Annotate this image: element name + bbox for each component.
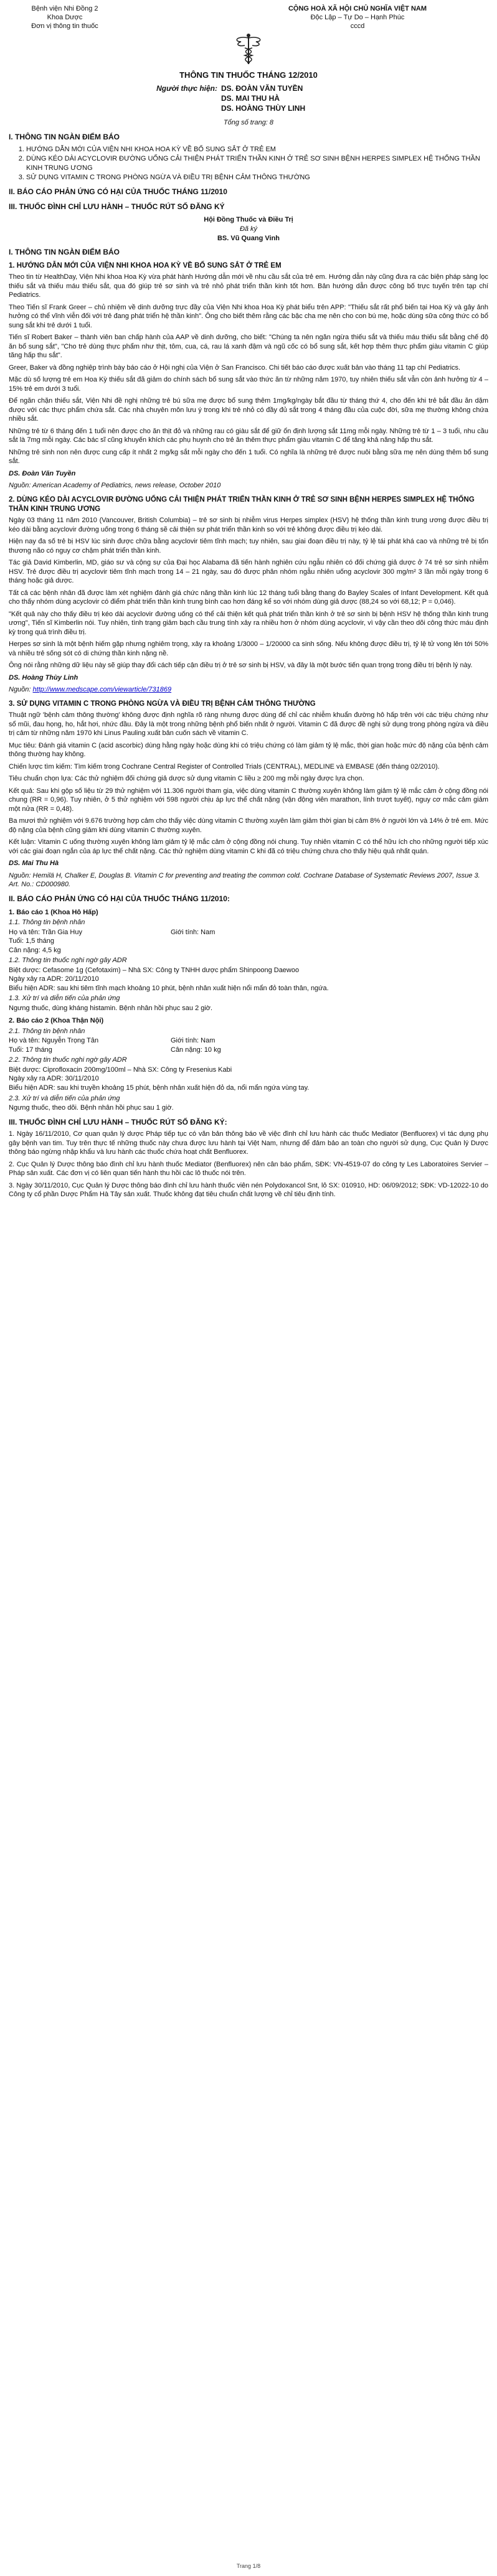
paragraph: Theo Tiến sĩ Frank Greer – chủ nhiệm về dinh dưỡng trực đầy của Viện Nhi khoa Hoa Kỳ phát biểu trên APP: "Thiếu sắt rất phổ biến tại Hoa Kỳ và gây ảnh hưởng có thể vĩnh viễn đối với trẻ đang phát triển hệ thần kinh". Ông cho biết thêm rằng các bậc cha mẹ nên cho con bú mẹ, hoặc dùng sữa công thức có bổ sung sắt khi trẻ dưới 1 tuổi. xyxy=(9,303,488,329)
toc-section-heading: III. THUỐC ĐÌNH CHỈ LƯU HÀNH – THUỐC RÚT SỐ ĐĂNG KÝ xyxy=(9,202,225,211)
preparer-name: DS. HOÀNG THÙY LINH xyxy=(221,103,306,113)
hospital-block xyxy=(9,5,121,30)
paragraph: Tiến sĩ Robert Baker – thành viên ban chấp hành của AAP về dinh dưỡng, cho biết: "Chúng ta nên ngăn ngừa thiếu sắt và thiếu máu thiếu sắt bằng chế độ ăn bổ sung sắt", "Cho trẻ dùng thực phẩm như thịt, tôm, cua, cá, rau lá xanh đậm và ngũ cốc có bổ sung sắt, kết hợp thêm thực phẩm giàu vitamin C giúp tăng hấp thu sắt". xyxy=(9,334,488,360)
paragraph: 2. Cục Quản lý Dược thông báo đình chỉ lưu hành thuốc Mediator (Benfluorex) nên cân báo phẩm, SĐK: VN-4519-07 do công ty Les Laboratoires Servier – Pháp sản xuất. Các đơn vị có liên quan tiến hành thu hồi các lô thuốc nói trên. xyxy=(9,1160,488,1178)
adr-date: Ngày xảy ra ADR: 20/11/2010 xyxy=(9,975,99,983)
article-title: 2. DÙNG KÉO DÀI ACYCLOVIR ĐƯỜNG UỐNG CẢI THIỆN PHÁT TRIỂN THẦN KINH Ở TRẺ SƠ SINH BỆNH HERPES SIMPLEX HỆ THỐNG THẦN KINH TRUNG ƯƠNG xyxy=(9,495,475,513)
article-title: 3. SỬ DỤNG VITAMIN C TRONG PHÒNG NGỪA VÀ ĐIỀU TRỊ BỆNH CẢM THÔNG THƯỜNG xyxy=(9,700,316,708)
patient-age: Tuổi: 1,5 tháng xyxy=(9,937,54,945)
adr-treatment: Ngưng thuốc, theo dõi. Bệnh nhân hồi phục sau 1 giờ. xyxy=(9,1104,174,1112)
adr-date: Ngày xảy ra ADR: 30/11/2010 xyxy=(9,1075,99,1083)
patient-sex: Giới tính: Nam xyxy=(171,1037,215,1045)
paragraph: Để ngăn chặn thiếu sắt, Viện Nhi đề nghị những trẻ bú sữa mẹ được bổ sung thêm 1mg/kg/ngày bắt đầu từ tháng thứ 4, cho đến khi trẻ bắt đầu ăn dặm được với các thực phẩm chứa sắt. Các nhà chuyên môn lưu ý trong khi trẻ nhỏ có đầy đủ sắt trong 4 tháng đầu của cuộc đời, sữa mẹ thường không chứa nhiều sắt. xyxy=(9,397,488,423)
patient-age: Tuổi: 17 tháng xyxy=(9,1046,52,1054)
patient-weight: Cân nặng: 10 kg xyxy=(171,1046,221,1054)
paragraph: Kết luận: Vitamin C uống thường xuyên không làm giảm tỷ lệ mắc cảm ở cộng đồng nói chung. Tuy nhiên vitamin C có thể hữu ích cho những người tiếp xúc với các giai đoạn ngắn của áp lực thể chất nặng. Các thử nghiệm dùng vitamin C khi đã có triệu chứng chưa cho thấy hiệu quả nhất quán. xyxy=(9,838,488,855)
toc-item: 3. SỬ DỤNG VITAMIN C TRONG PHÒNG NGỪA VÀ ĐIỀU TRỊ BỆNH CẢM THÔNG THƯỜNG xyxy=(26,173,488,182)
preparer-name: DS. MAI THU HÀ xyxy=(221,93,280,103)
toc-item: 2. DÙNG KÉO DÀI ACYCLOVIR ĐƯỜNG UỐNG CẢI THIỆN PHÁT TRIỂN THẦN KINH Ở TRẺ SƠ SINH BỆNH HERPES SIMPLEX HỆ THỐNG THẦN KINH TRUNG ƯƠNG xyxy=(26,154,488,172)
adr-description: Biểu hiện ADR: sau khi truyền khoảng 15 phút, bệnh nhân xuất hiện đỏ da, nổi mẩn ngứa vùng tay. xyxy=(9,1084,310,1092)
article-signature: DS. Đoàn Văn Tuyền xyxy=(9,469,76,477)
toc-section-heading: II. BÁO CÁO PHẢN ỨNG CÓ HẠI CỦA THUỐC THÁNG 11/2010 xyxy=(9,187,227,196)
patient-name: Họ và tên: Nguyễn Trọng Tân xyxy=(9,1037,99,1045)
paragraph: Tác giả David Kimberlin, MD, giáo sư và cộng sự của Đại học Alabama đã tiến hành nghiên cứu ngẫu nhiên có đối chứng giả dược ở 74 trẻ sơ sinh nhiễm HSV. Trẻ được điều trị acyclovir tiêm tĩnh mạch trong 14 – 21 ngày, sau đó được phân nhóm ngẫu nhiên uống acyclovir 300 mg/m² 3 lần mỗi ngày trong 6 tháng hoặc giả dược. xyxy=(9,559,488,585)
paragraph: 3. Ngày 30/11/2010, Cục Quản lý Dược thông báo đình chỉ lưu hành thuốc viên nén Polydoxancol Snt, lô SX: 010910, HD: 06/09/2012; SĐK: VD-12022-10 do Công ty cổ phần Dược Phẩm Hà Tây sản xuất. Thuốc không đạt tiêu chuẩn chất lượng về chỉ tiêu định tính. xyxy=(9,1181,488,1199)
report-subheading: 2.2. Thông tin thuốc nghi ngờ gây ADR xyxy=(9,1056,127,1064)
paragraph: Ông nói rằng những dữ liệu này sẽ giúp thay đổi cách tiếp cận điều trị ở trẻ sơ sinh bị HSV, và đây là một bước tiến quan trọng trong điều trị bệnh lý này. xyxy=(9,662,473,670)
report-title: 1. Báo cáo 1 (Khoa Hô Hấp) xyxy=(9,908,98,916)
motto-line: Độc Lập – Tự Do – Hạnh Phúc xyxy=(310,13,405,21)
paragraph: Những trẻ từ 6 tháng đến 1 tuổi nên được cho ăn thịt đỏ và những rau có giàu sắt để giữ ổn định lượng sắt 11mg mỗi ngày. Những trẻ từ 1 – 3 tuổi, nhu cầu sắt là 7mg mỗi ngày. Các bác sĩ cũng khuyến khích các phụ huynh cho trẻ ăn thêm thực phẩm giàu vitamin C để tăng khả năng hấp thu sắt. xyxy=(9,427,488,444)
ornament-line: cccd xyxy=(350,22,365,30)
paragraph: Hiện nay đa số trẻ bị HSV lúc sinh được chữa bằng acyclovir tiêm tĩnh mạch; tuy nhiên, sau giai đoạn điều trị này, tỷ lệ tái phát khá cao và những trẻ bị tổn thương não có nguy cơ chậm phát triển thần kinh. xyxy=(9,538,488,555)
article-source: Nguồn: Hemilä H, Chalker E, Douglas B. Vitamin C for preventing and treating the common cold. Cochrane Database of Systematic Reviews 2007, Issue 3. Art. No.: CD000980. xyxy=(9,871,480,889)
toc-list xyxy=(26,145,488,182)
suspect-drug: Biệt dược: Ciprofloxacin 200mg/100ml – Nhà SX: Công ty Fresenius Kabi xyxy=(9,1066,232,1074)
paragraph: Tất cả các bệnh nhân đã được làm xét nghiệm đánh giá chức năng thần kinh lúc 12 tháng tuổi bằng thang đo Bayley Scales of Infant Development. Kết quả cho thấy nhóm dùng acyclovir có điểm phát triển thần kinh trung bình cao hơn đáng kể so với nhóm dùng giả dược (88,24 so với 68,12; P = 0,046). xyxy=(9,589,488,606)
paragraph: Mặc dù số lượng trẻ em Hoa Kỳ thiếu sắt đã giảm do chính sách bổ sung sắt vào thức ăn từ những năm 1970, tuy nhiên thiếu sắt vẫn còn ảnh hưởng từ 4 – 15% trẻ em dưới 3 tuổi. xyxy=(9,376,488,393)
letterhead xyxy=(9,5,488,30)
caduceus-icon xyxy=(9,33,488,68)
paragraph: Kết quả: Sau khi gộp số liệu từ 29 thử nghiệm với 11.306 người tham gia, việc dùng vitamin C thường xuyên không làm giảm tỷ lệ mắc cảm ở cộng đồng nói chung (RR = 0,96). Tuy nhiên, ở 5 thử nghiệm với 598 người chịu áp lực thể chất nặng (vận động viên marathon, lính trượt tuyết), nguy cơ mắc cảm giảm một nửa (RR = 0,48). xyxy=(9,787,488,813)
paragraph: Greer, Baker và đồng nghiệp trình bày báo cáo ở Hội nghị của Viện ở San Francisco. Chi tiết báo cáo được xuất bản vào tháng 11 tạp chí Pediatrics. xyxy=(9,363,461,372)
article-title: 1. HƯỚNG DẪN MỚI CỦA VIỆN NHI KHOA HOA KỲ VỀ BỔ SUNG SẮT Ở TRẺ EM xyxy=(9,261,282,269)
national-motto xyxy=(227,5,488,30)
body-heading: I. THÔNG TIN NGÀN ĐIỂM BÁO xyxy=(9,248,120,257)
toc-section-heading: I. THÔNG TIN NGÀN ĐIỂM BÁO xyxy=(9,132,120,141)
preparer-name: DS. ĐOÀN VĂN TUYỀN xyxy=(221,83,303,93)
patient-weight: Cân nặng: 4,5 kg xyxy=(9,946,61,954)
paragraph: Chiến lược tìm kiếm: Tìm kiếm trong Cochrane Central Register of Controlled Trials (CENTRAL), MEDLINE và EMBASE (đến tháng 02/2010). xyxy=(9,762,440,770)
report-subheading: 1.1. Thông tin bệnh nhân xyxy=(9,919,85,927)
paragraph: Herpes sơ sinh là một bệnh hiếm gặp nhưng nghiêm trọng, xảy ra khoảng 1/3000 – 1/20000 ca sinh sống. Nếu không được điều trị, tỷ lệ tử vong lên tới 50% và nhiều trẻ sống sót có di chứng thần kinh nặng nề. xyxy=(9,640,488,657)
paragraph: Ba mươi thử nghiệm với 9.676 trường hợp cảm cho thấy việc dùng vitamin C thường xuyên làm giảm thời gian bị cảm 8% ở người lớn và 14% ở trẻ em. Mức độ nặng của bệnh cũng giảm khi dùng vitamin C thường xuyên. xyxy=(9,817,488,834)
signer-name: BS. Vũ Quang Vinh xyxy=(217,234,280,242)
page-count: Tổng số trang: 8 xyxy=(223,119,274,127)
adr-treatment: Ngưng thuốc, dùng kháng histamin. Bệnh nhân hồi phục sau 2 giờ. xyxy=(9,1004,213,1012)
source-label: Nguồn: xyxy=(9,686,31,694)
withdraw-heading: III. THUỐC ĐÌNH CHỈ LƯU HÀNH – THUỐC RÚT SỐ ĐĂNG KÝ: xyxy=(9,1117,227,1126)
article-source xyxy=(9,685,488,695)
paragraph: Thuật ngữ 'bệnh cảm thông thường' không được định nghĩa rõ ràng nhưng được dùng để chỉ các nhiễm khuẩn đường hô hấp trên với các triệu chứng như sổ mũi, đau họng, ho, hắt hơi, nhức đầu. Đây là một trong những bệnh phổ biến nhất ở người. Vitamin C đã được đề nghị sử dụng trong phòng ngừa và điều trị cảm từ những năm 1970 khi Linus Pauling xuất bản cuốn sách về vitamin C. xyxy=(9,711,488,738)
paragraph: Mục tiêu: Đánh giá vitamin C (acid ascorbic) dùng hằng ngày hoặc dùng khi có triệu chứng có làm giảm tỷ lệ mắc, thời gian hoặc mức độ nặng của bệnh cảm thông thường hay không. xyxy=(9,741,488,759)
document-title: THÔNG TIN THUỐC THÁNG 12/2010 xyxy=(179,70,318,80)
preparers-label: Người thực hiện: xyxy=(156,83,217,93)
paragraph: Theo tin từ HealthDay, Viện Nhi khoa Hoa Kỳ vừa phát hành Hướng dẫn mới về nhu cầu sắt của trẻ em. Hướng dẫn này cũng đưa ra các biện pháp sàng lọc thiếu sắt và thiếu máu thiếu sắt, qua đó giúp trẻ sơ sinh và trẻ nhỏ phát triển thần kinh tốt hơn. Bản hướng dẫn được công bố trực tuyến trên tạp chí Pediatrics. xyxy=(9,273,488,299)
suspect-drug: Biệt dược: Cefasome 1g (Cefotaxim) – Nhà SX: Công ty TNHH dược phẩm Shinpoong Daewoo xyxy=(9,966,300,974)
report-subheading: 2.3. Xử trí và diễn tiến của phản ứng xyxy=(9,1094,120,1102)
adr-heading: II. BÁO CÁO PHẢN ỨNG CÓ HẠI CỦA THUỐC THÁNG 11/2010: xyxy=(9,894,230,903)
paragraph: 1. Ngày 16/11/2010, Cơ quan quản lý dược Pháp tiếp tục có văn bản thông báo về việc đình chỉ lưu hành các thuốc Mediator (Benfluorex) vì tác dụng phụ gây bệnh van tim. Tuy trên thực tế những thuốc này chưa được lưu hành tại Việt Nam, nhưng để đảm bảo an toàn cho người sử dụng, Cục Quản lý Dược thông báo ngừng nhập khẩu và lưu hành các thuốc chứa hoạt chất Benfluorex. xyxy=(9,1130,488,1156)
department-line: Khoa Dược xyxy=(47,13,83,21)
source-link[interactable]: http://www.medscape.com/viewarticle/731869 xyxy=(32,686,172,694)
patient-name: Họ và tên: Trần Gia Huy xyxy=(9,928,82,936)
paragraph: Ngày 03 tháng 11 năm 2010 (Vancouver, British Columbia) – trẻ sơ sinh bị nhiễm virus Herpes simplex (HSV) hệ thống thần kinh trung ương được điều trị kéo dài bằng acyclovir đường uống trong 6 tháng sẽ cải thiện sự phát triển thần kinh so với trẻ không được điều trị kéo dài. xyxy=(9,517,488,533)
report-subheading: 1.2. Thông tin thuốc nghi ngờ gây ADR xyxy=(9,957,127,965)
adr-report xyxy=(9,908,488,1013)
toc-item: 1. HƯỚNG DẪN MỚI CỦA VIỆN NHI KHOA HOA KỲ VỀ BỔ SUNG SẮT Ở TRẺ EM xyxy=(26,145,488,154)
paragraph: Tiêu chuẩn chọn lựa: Các thử nghiệm đối chứng giả dược sử dụng vitamin C liều ≥ 200 mg mỗi ngày được lựa chọn. xyxy=(9,775,364,783)
patient-sex: Giới tính: Nam xyxy=(171,928,215,936)
report-subheading: 1.3. Xử trí và diễn tiến của phản ứng xyxy=(9,995,120,1003)
hospital-line: Bệnh viện Nhi Đồng 2 xyxy=(31,5,98,12)
adr-description: Biểu hiện ADR: sau khi tiêm tĩnh mạch khoảng 10 phút, bệnh nhân xuất hiện nổi mẩn đỏ toàn thân, ngứa. xyxy=(9,984,329,992)
preparers xyxy=(87,84,410,113)
report-subheading: 2.1. Thông tin bệnh nhân xyxy=(9,1027,85,1035)
page-footer: Trang 1/8 xyxy=(236,2563,261,2569)
article-signature: DS. Mai Thu Hà xyxy=(9,859,59,868)
adr-report xyxy=(9,1016,488,1112)
article-source: Nguồn: American Academy of Pediatrics, news release, October 2010 xyxy=(9,482,221,490)
council-name: Hội Đồng Thuốc và Điều Trị xyxy=(204,216,293,224)
signed-note: Đã ký xyxy=(239,225,258,233)
nation-line: CỘNG HOÀ XÃ HỘI CHỦ NGHĨA VIỆT NAM xyxy=(288,5,427,12)
unit-line: Đơn vị thông tin thuốc xyxy=(31,22,98,30)
paragraph: Những trẻ sinh non nên được cung cấp ít nhất 2 mg/kg sắt mỗi ngày cho đến 1 tuổi. Có nghĩa là những trẻ được nuôi bằng sữa mẹ nên dùng thêm bổ sung sắt. xyxy=(9,448,488,466)
paragraph: "Kết quả này cho thấy điều trị kéo dài acyclovir đường uống có thể cải thiện kết quả phát triển thần kinh ở trẻ sơ sinh bị bệnh HSV hệ thống thần kinh trung ương", Tiến sĩ Kimberlin nói. Tuy nhiên, tình trạng giảm bạch cầu trung tính xảy ra nhiều hơn ở nhóm dùng acyclovir, vì vậy cần theo dõi công thức máu định kỳ trong quá trình điều trị. xyxy=(9,610,488,636)
document-page xyxy=(9,5,488,1202)
article-signature: DS. Hoàng Thùy Linh xyxy=(9,673,78,681)
report-title: 2. Báo cáo 2 (Khoa Thận Nội) xyxy=(9,1017,104,1025)
